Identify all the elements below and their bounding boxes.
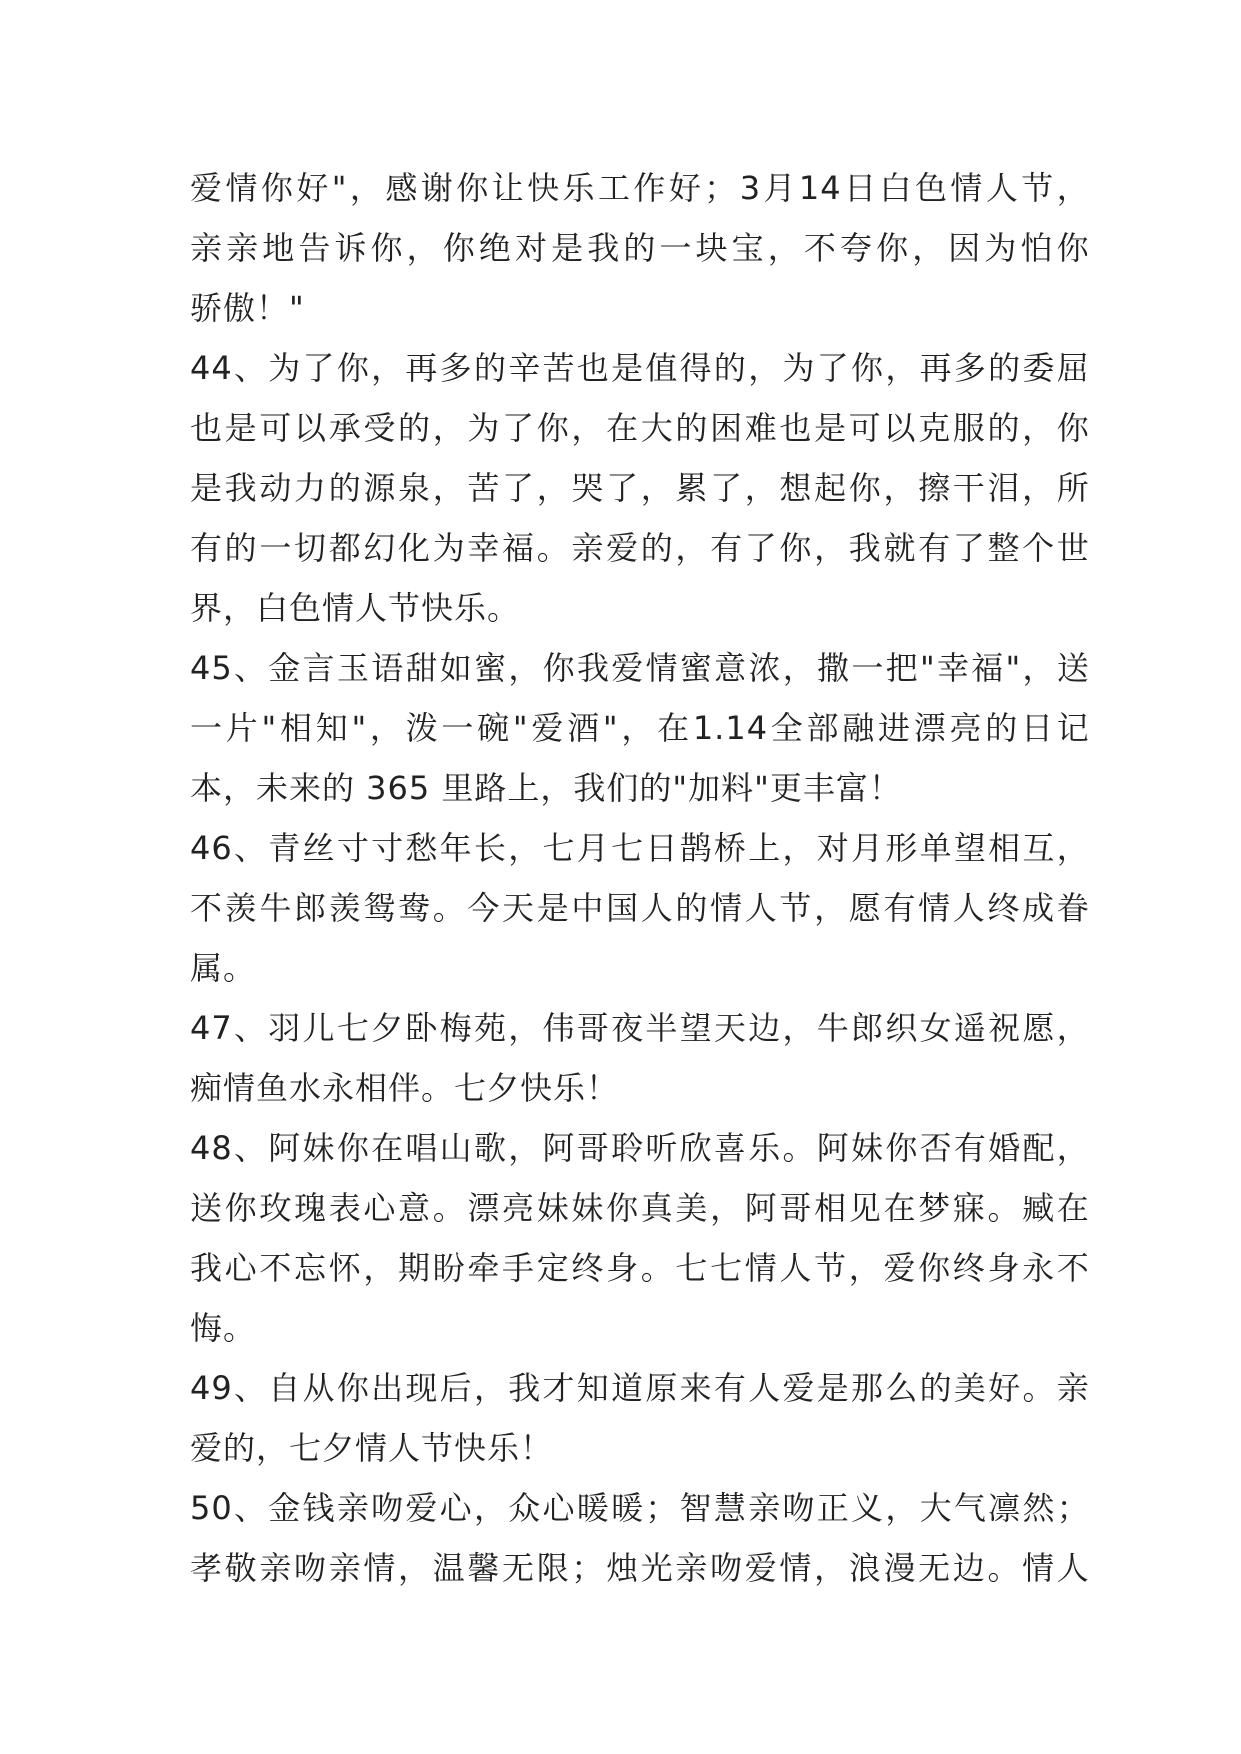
text-line: 爱 情 你 好 " ， 感 谢 你 让 快 乐 工 作 好 ； 3 月 14 日 白 色 情 人 节 ， [190,169,1090,207]
text-line: 本，未来的 365 里路上，我们的"加料"更丰富！ [190,769,902,807]
text-line: 痴情鱼水永相伴。七夕快乐！ [190,1069,620,1107]
text-line: 50 、 金 钱 亲 吻 爱 心 ， 众 心 暖 暖 ； 智 慧 亲 吻 正 义 ， 大 气 凛 然 ； [190,1489,1090,1527]
text-line: 孝 敬 亲 吻 亲 情 ， 温 馨 无 限 ； 烛 光 亲 吻 爱 情 ， 浪 漫 无 边 。 情 人 [190,1549,1090,1587]
text-line: 有 的 一 切 都 幻 化 为 幸 福 。 亲 爱 的 ， 有 了 你 ， 我 就 有 了 整 个 世 [190,529,1090,567]
text-line: 44 、 为 了 你 ， 再 多 的 辛 苦 也 是 值 得 的 ， 为 了 你 ， 再 多 的 委 屈 [190,349,1090,387]
text-line: 是 我 动 力 的 源 泉 ， 苦 了 ， 哭 了 ， 累 了 ， 想 起 你 ， 擦 干 泪 ， 所 [190,469,1090,507]
text-line: 一 片 " 相 知 " ， 泼 一 碗 " 爱 酒 " ， 在 1.14 全 部 融 进 漂 亮 的 日 记 [190,709,1090,747]
text-line: 不 羡 牛 郎 羡 鸳 鸯 。 今 天 是 中 国 人 的 情 人 节 ， 愿 有 情 人 终 成 眷 [190,889,1090,927]
text-line: 骄傲！" [190,289,305,327]
text-line: 49 、 自 从 你 出 现 后 ， 我 才 知 道 原 来 有 人 爱 是 那 么 的 美 好 。 亲 [190,1369,1090,1407]
text-line: 我 心 不 忘 怀 ， 期 盼 牵 手 定 终 身 。 七 七 情 人 节 ， 爱 你 终 身 永 不 [190,1249,1090,1287]
text-line: 界，白色情人节快乐。 [190,589,521,627]
text-line: 属。 [190,949,257,987]
document-body [190,158,1090,1598]
text-line: 48 、 阿 妹 你 在 唱 山 歌 ， 阿 哥 聆 听 欣 喜 乐 。 阿 妹 你 否 有 婚 配 ， [190,1129,1090,1167]
text-line: 悔。 [190,1309,257,1347]
text-line: 爱的，七夕情人节快乐！ [190,1429,554,1467]
text-line: 送 你 玫 瑰 表 心 意 。 漂 亮 妹 妹 你 真 美 ， 阿 哥 相 见 在 梦 寐 。 臧 在 [190,1189,1090,1227]
text-line: 45 、 金 言 玉 语 甜 如 蜜 ， 你 我 爱 情 蜜 意 浓 ， 撒 一 把 " 幸 福 " ， 送 [190,649,1090,687]
text-line: 47 、 羽 儿 七 夕 卧 梅 苑 ， 伟 哥 夜 半 望 天 边 ， 牛 郎 织 女 遥 祝 愿 ， [190,1009,1090,1047]
text-line: 也 是 可 以 承 受 的 ， 为 了 你 ， 在 大 的 困 难 也 是 可 以 克 服 的 ， 你 [190,409,1090,447]
text-line: 亲 亲 地 告 诉 你 ， 你 绝 对 是 我 的 一 块 宝 ， 不 夸 你 ， 因 为 怕 你 [190,229,1090,267]
text-line: 46 、 青 丝 寸 寸 愁 年 长 ， 七 月 七 日 鹊 桥 上 ， 对 月 形 单 望 相 互 ， [190,829,1090,867]
